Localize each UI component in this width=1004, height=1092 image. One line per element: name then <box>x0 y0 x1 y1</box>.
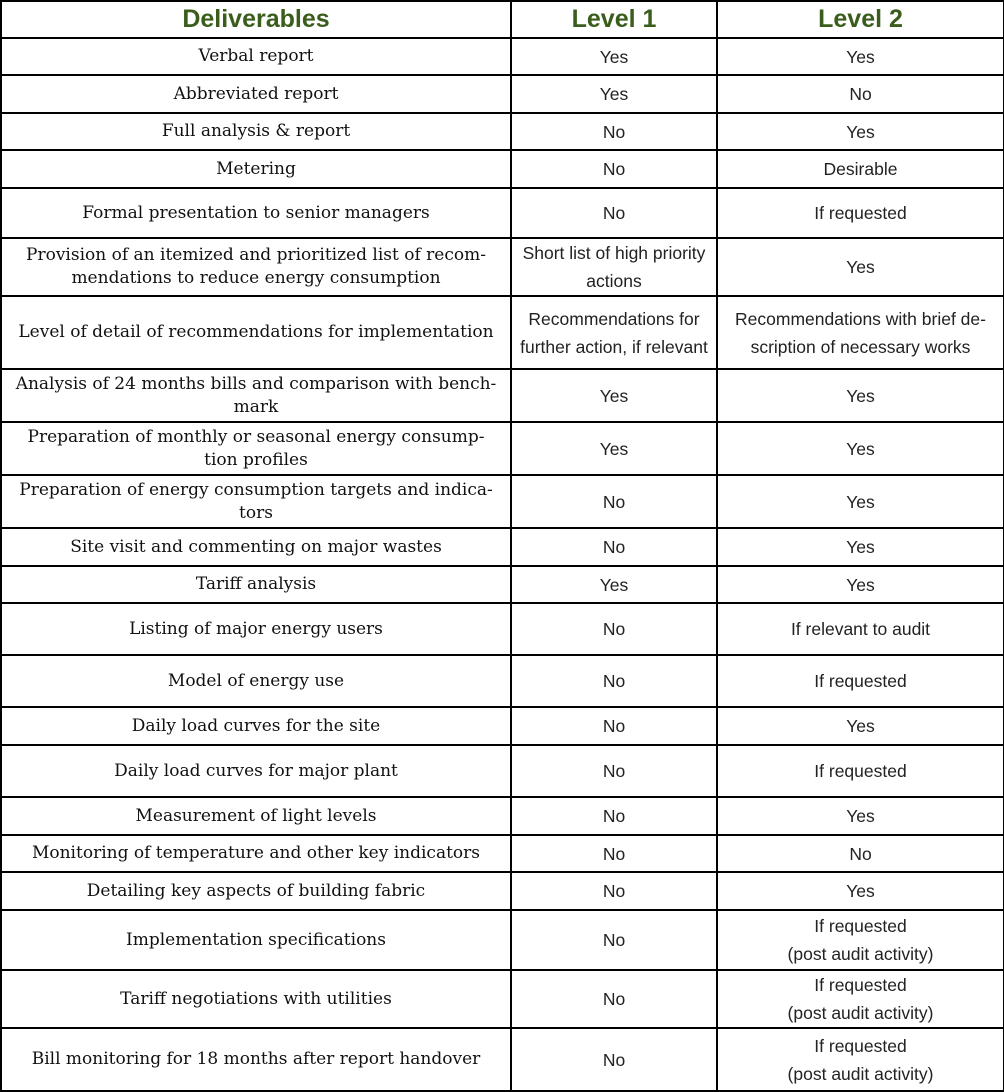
level-2-cell: Yes <box>717 422 1004 475</box>
header-deliverables: Deliverables <box>1 1 511 38</box>
level-2-cell: Yes <box>717 872 1004 910</box>
deliverable-cell: Abbreviated report <box>1 75 511 113</box>
level-2-cell: No <box>717 835 1004 872</box>
level-1-cell: No <box>511 603 717 655</box>
table-row <box>1 296 1004 369</box>
deliverable-cell: Verbal report <box>1 38 511 75</box>
deliverable-cell: Tariff analysis <box>1 566 511 603</box>
level-2-cell: Desirable <box>717 150 1004 188</box>
level-1-cell: Short list of high priority actions <box>511 238 717 296</box>
deliverable-cell: Bill monitoring for 18 months after report handover <box>1 1028 511 1091</box>
level-2-cell: Yes <box>717 707 1004 745</box>
level-1-cell: No <box>511 745 717 797</box>
level-2-cell: Yes <box>717 797 1004 835</box>
level-1-cell: No <box>511 113 717 150</box>
deliverable-cell: Formal presentation to senior managers <box>1 188 511 238</box>
level-1-cell: No <box>511 970 717 1028</box>
level-1-cell: No <box>511 528 717 566</box>
deliverable-cell: Provision of an itemized and prioritized list of recom- mendations to reduce energy consumption <box>1 238 511 296</box>
level-1-cell: No <box>511 1028 717 1091</box>
deliverable-cell: Implementation specifications <box>1 910 511 970</box>
table-row <box>1 475 1004 528</box>
level-1-cell: No <box>511 655 717 707</box>
deliverable-cell: Daily load curves for major plant <box>1 745 511 797</box>
level-2-cell: Yes <box>717 238 1004 296</box>
level-1-cell: No <box>511 475 717 528</box>
header-level-2: Level 2 <box>717 1 1004 38</box>
deliverable-cell: Full analysis & report <box>1 113 511 150</box>
table-row <box>1 745 1004 797</box>
level-1-cell: No <box>511 188 717 238</box>
table-row <box>1 970 1004 1028</box>
table-row <box>1 910 1004 970</box>
deliverable-cell: Metering <box>1 150 511 188</box>
level-2-cell: No <box>717 75 1004 113</box>
level-2-cell: Recommendations with brief de- scription of necessary works <box>717 296 1004 369</box>
level-2-cell: If requested (post audit activity) <box>717 910 1004 970</box>
level-2-cell: If requested <box>717 655 1004 707</box>
table-row <box>1 75 1004 113</box>
level-2-cell: Yes <box>717 369 1004 422</box>
table-row <box>1 38 1004 75</box>
deliverable-cell: Daily load curves for the site <box>1 707 511 745</box>
deliverable-cell: Analysis of 24 months bills and comparison with bench- mark <box>1 369 511 422</box>
level-1-cell: No <box>511 872 717 910</box>
level-1-cell: No <box>511 797 717 835</box>
table-row <box>1 655 1004 707</box>
level-2-cell: Yes <box>717 38 1004 75</box>
deliverable-cell: Model of energy use <box>1 655 511 707</box>
table-row <box>1 422 1004 475</box>
level-1-cell: Yes <box>511 75 717 113</box>
header-level-1: Level 1 <box>511 1 717 38</box>
level-1-cell: Yes <box>511 38 717 75</box>
deliverable-cell: Listing of major energy users <box>1 603 511 655</box>
table-row <box>1 872 1004 910</box>
level-2-cell: If requested <box>717 745 1004 797</box>
level-2-cell: Yes <box>717 528 1004 566</box>
level-2-cell: Yes <box>717 475 1004 528</box>
table-row <box>1 797 1004 835</box>
level-1-cell: Yes <box>511 566 717 603</box>
deliverable-cell: Measurement of light levels <box>1 797 511 835</box>
table-row <box>1 113 1004 150</box>
deliverable-cell: Site visit and commenting on major wastes <box>1 528 511 566</box>
level-1-cell: No <box>511 707 717 745</box>
level-1-cell: Yes <box>511 369 717 422</box>
table-row <box>1 369 1004 422</box>
table-row <box>1 150 1004 188</box>
deliverable-cell: Preparation of monthly or seasonal energy consump- tion profiles <box>1 422 511 475</box>
deliverable-cell: Level of detail of recommendations for implementation <box>1 296 511 369</box>
level-2-cell: If requested <box>717 188 1004 238</box>
level-2-cell: Yes <box>717 113 1004 150</box>
table-row <box>1 1028 1004 1091</box>
level-1-cell: Yes <box>511 422 717 475</box>
table-row <box>1 835 1004 872</box>
table-row <box>1 238 1004 296</box>
level-1-cell: Recommendations for further action, if relevant <box>511 296 717 369</box>
level-1-cell: No <box>511 835 717 872</box>
table-row <box>1 528 1004 566</box>
deliverable-cell: Monitoring of temperature and other key indicators <box>1 835 511 872</box>
deliverable-cell: Tariff negotiations with utilities <box>1 970 511 1028</box>
table-row <box>1 603 1004 655</box>
table-row <box>1 566 1004 603</box>
table-row <box>1 707 1004 745</box>
deliverable-cell: Detailing key aspects of building fabric <box>1 872 511 910</box>
level-1-cell: No <box>511 910 717 970</box>
level-1-cell: No <box>511 150 717 188</box>
deliverable-cell: Preparation of energy consumption targets and indica- tors <box>1 475 511 528</box>
level-2-cell: If requested (post audit activity) <box>717 1028 1004 1091</box>
level-2-cell: If relevant to audit <box>717 603 1004 655</box>
level-2-cell: If requested (post audit activity) <box>717 970 1004 1028</box>
header-row <box>1 1 1004 38</box>
level-2-cell: Yes <box>717 566 1004 603</box>
table-row <box>1 188 1004 238</box>
